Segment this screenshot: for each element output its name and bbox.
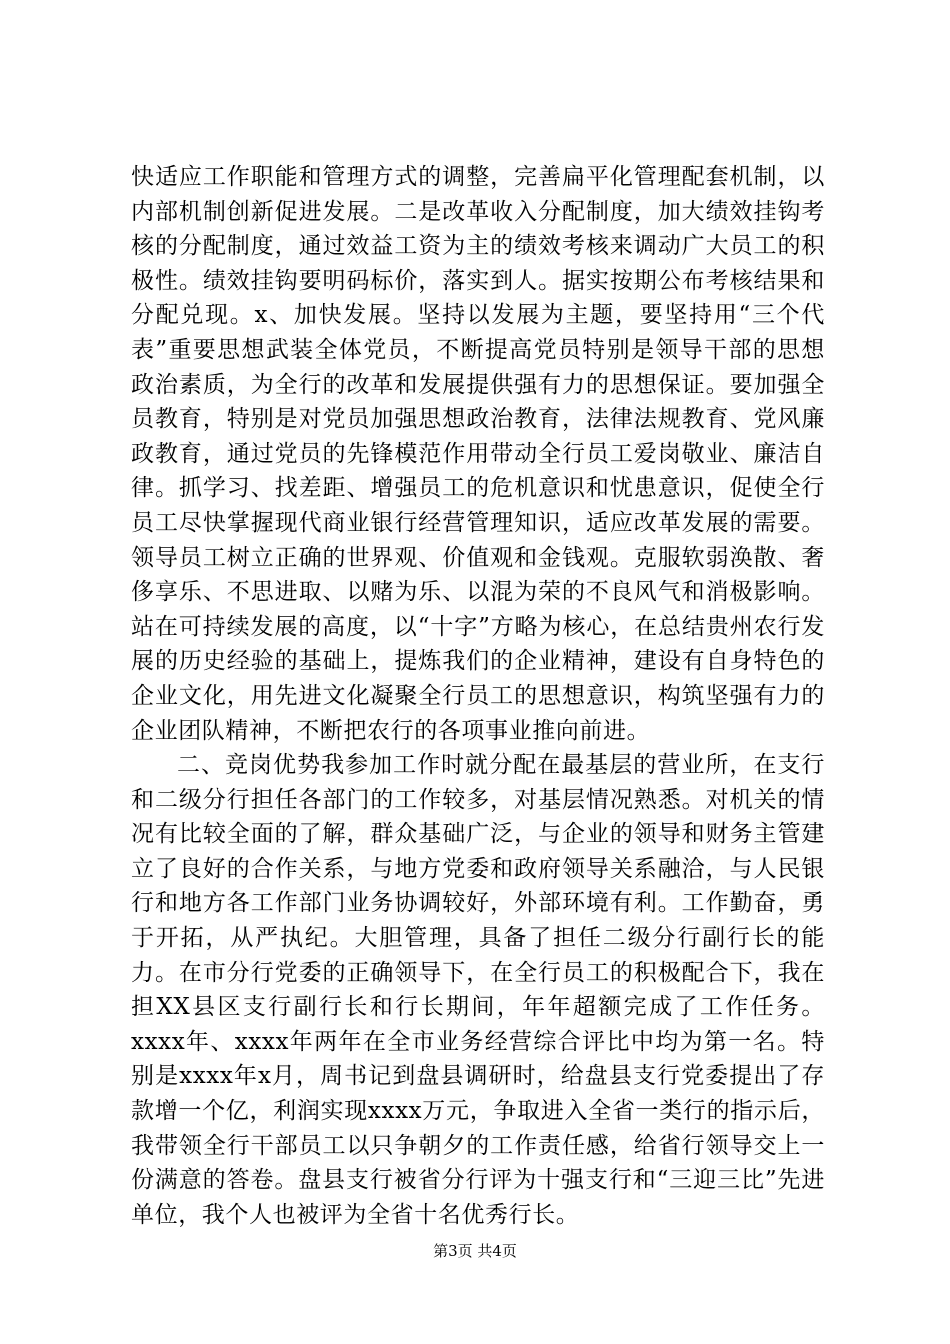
page-footer: 第3页 共4页: [433, 1242, 517, 1260]
document-body: [131, 160, 825, 1232]
paragraph-competitive-advantages: 二、竞岗优势我参加工作时就分配在最基层的营业所，在支行和二级分行担任各部门的工作较多，对基层情况熟悉。对机关的情况有比较全面的了解，群众基础广泛，与企业的领导和财务主管建立了良好的合作关系，与地方党委和政府领导关系融洽，与人民银行和地方各工作部门业务协调较好，外部环境有利。工作勤奋，勇于开拓，从严执纪。大胆管理，具备了担任二级分行副行长的能力。在市分行党委的正确领导下，在全行员工的积极配合下，我在担XX县区支行副行长和行长期间，年年超额完成了工作任务。xxxx年、xxxx年两年在全市业务经营综合评比中均为第一名。特别是xxxx年x月，周书记到盘县调研时，给盘县支行党委提出了存款增一个亿，利润实现xxxx万元，争取进入全省一类行的指示后，我带领全行干部员工以只争朝夕的工作责任感，给省行领导交上一份满意的答卷。盘县支行被省分行评为十强支行和“三迎三比”先进单位，我个人也被评为全省十名优秀行长。: [131, 752, 825, 1228]
paragraph-continuation: 快适应工作职能和管理方式的调整，完善扁平化管理配套机制，以内部机制创新促进发展。二是改革收入分配制度，加大绩效挂钩考核的分配制度，通过效益工资为主的绩效考核来调动广大员工的积极性。绩效挂钩要明码标价，落实到人。据实按期公布考核结果和分配兑现。x、加快发展。坚持以发展为主题，要坚持用“三个代表”重要思想武装全体党员，不断提高党员特别是领导干部的思想政治素质，为全行的改革和发展提供强有力的思想保证。要加强全员教育，特别是对党员加强思想政治教育，法律法规教育、党风廉政教育，通过党员的先锋模范作用带动全行员工爱岗敬业、廉洁自律。抓学习、找差距、增强员工的危机意识和忧患意识，促使全行员工尽快掌握现代商业银行经营管理知识，适应改革发展的需要。领导员工树立正确的世界观、价值观和金钱观。克服软弱涣散、奢侈享乐、不思进取、以赌为乐、以混为荣的不良风气和消极影响。站在可持续发展的高度，以“十字”方略为核心，在总结贵州农行发展的历史经验的基础上，提炼我们的企业精神，建设有自身特色的企业文化，用先进文化凝聚全行员工的思想意识，构筑坚强有力的企业团队精神，不断把农行的各项事业推向前进。: [131, 164, 825, 744]
